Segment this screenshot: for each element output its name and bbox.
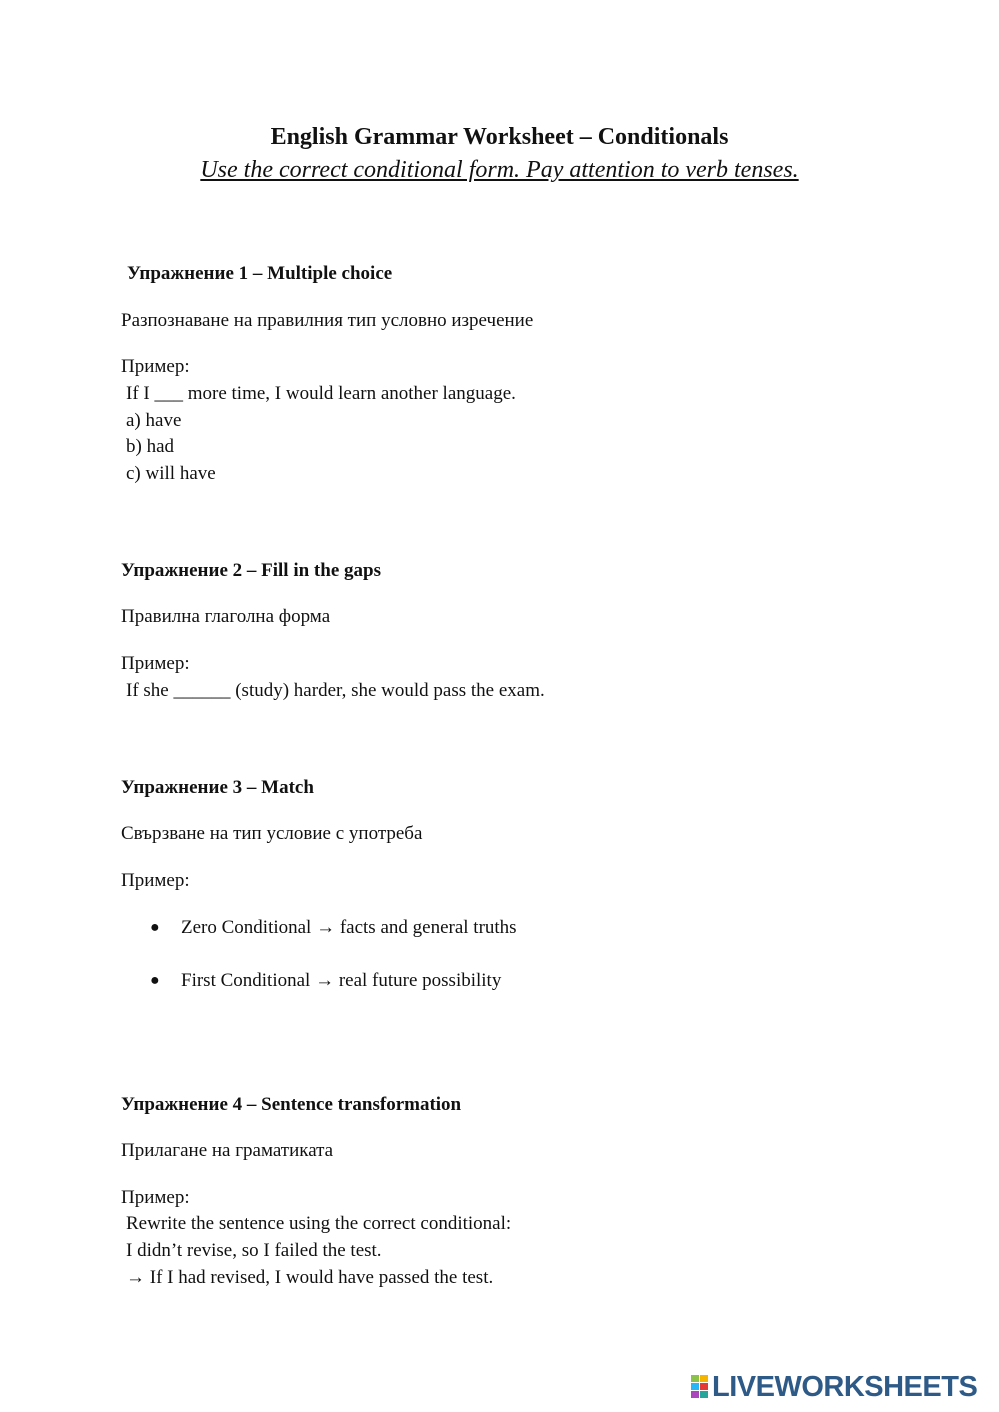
exercise-4-line-1: Rewrite the sentence using the correct conditional: [126, 1213, 512, 1234]
exercise-1-option-a: a) have [126, 410, 182, 431]
exercise-1-option-c: c) will have [126, 463, 216, 484]
exercise-1-sentence: If I ___ more time, I would learn another language. [126, 383, 516, 404]
exercise-2-sentence: If she ______ (study) harder, she would pass the exam. [126, 680, 545, 701]
exercise-1-description: Разпознаване на правилния тип условно изречение [121, 310, 534, 331]
exercise-3-heading: Упражнение 3 – Match [121, 777, 314, 798]
worksheet-title: English Grammar Worksheet – Conditionals [270, 124, 729, 150]
exercise-4-description: Прилагане на граматиката [121, 1140, 334, 1161]
exercise-4-heading: Упражнение 4 – Sentence transformation [121, 1094, 462, 1115]
liveworksheets-logo-text: LIVEWORKSHEETS [712, 1371, 978, 1403]
exercise-1-example-label: Пример: [121, 356, 190, 377]
bullet-icon: ● [150, 972, 160, 989]
liveworksheets-logo-icon [691, 1375, 709, 1399]
worksheet-subtitle: Use the correct conditional form. Pay attention to verb tenses. [200, 157, 799, 183]
exercise-2-description: Правилна глаголна форма [121, 606, 331, 627]
exercise-4-example-label: Пример: [121, 1187, 190, 1208]
exercise-3-example-label: Пример: [121, 870, 190, 891]
liveworksheets-logo [691, 1372, 977, 1402]
exercise-3-item-2: First Conditional → real future possibility [181, 970, 502, 991]
exercise-1-option-b: b) had [126, 436, 175, 457]
bullet-icon: ● [150, 919, 160, 936]
exercise-3-description: Свързване на тип условие с употреба [121, 823, 423, 844]
exercise-3-item-1: Zero Conditional → facts and general truths [181, 917, 517, 938]
exercise-1-heading: Упражнение 1 – Multiple choice [127, 263, 393, 284]
exercise-4-line-3: → If I had revised, I would have passed the test. [126, 1267, 494, 1288]
exercise-2-heading: Упражнение 2 – Fill in the gaps [121, 560, 381, 581]
exercise-4-line-2: I didn’t revise, so I failed the test. [126, 1240, 382, 1261]
exercise-2-example-label: Пример: [121, 653, 190, 674]
